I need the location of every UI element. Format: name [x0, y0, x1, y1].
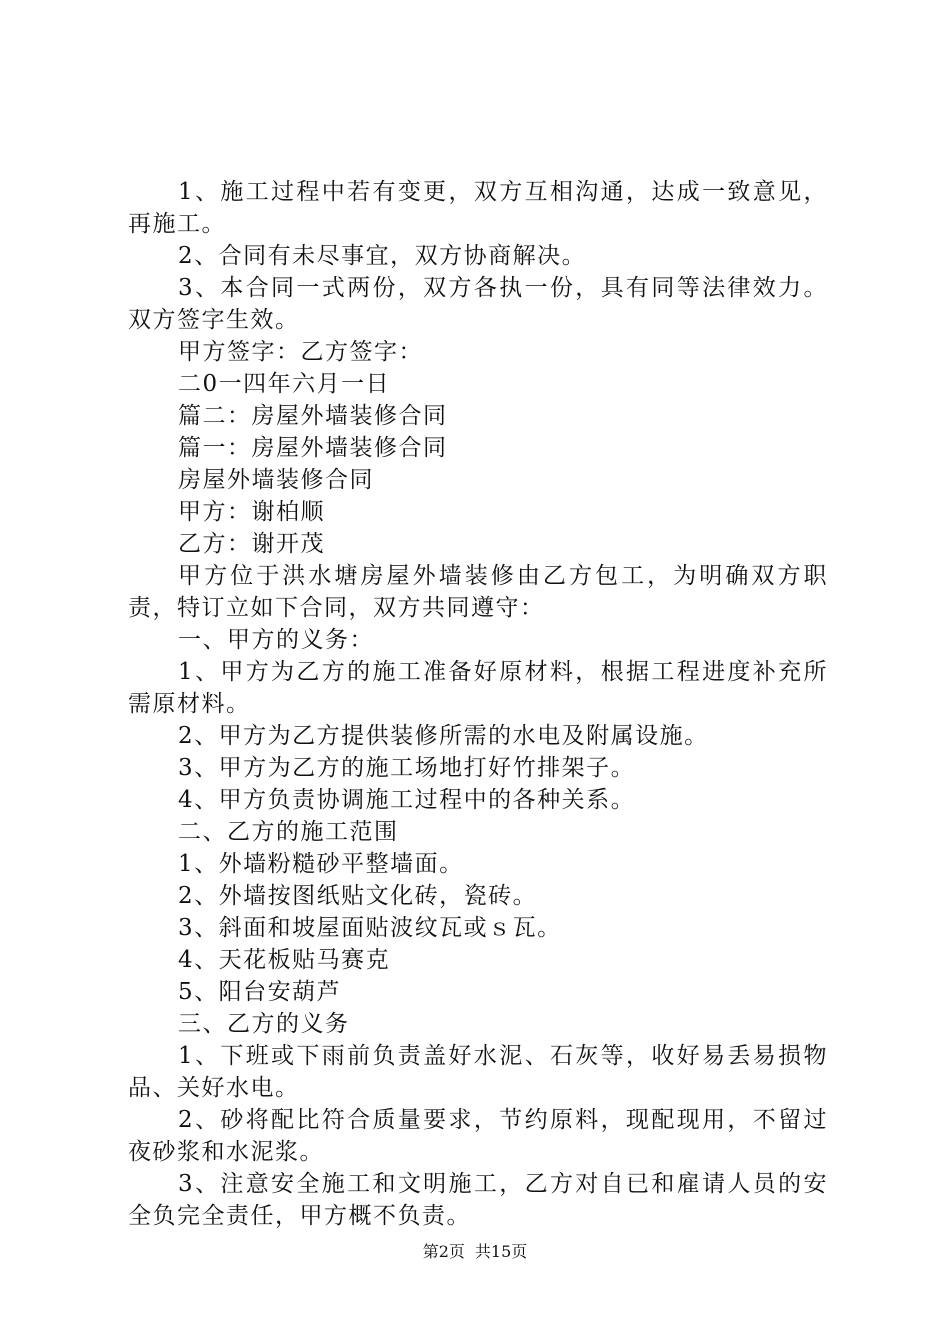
- paragraph: 篇一：房屋外墙装修合同: [178, 435, 448, 461]
- paragraph: 2、外墙按图纸贴文化砖，瓷砖。: [178, 883, 538, 909]
- paragraph: 2、合同有未尽事宜，双方协商解决。: [178, 243, 587, 269]
- paragraph: 二、乙方的施工范围: [178, 819, 399, 845]
- paragraph: 甲方位于洪水塘房屋外墙装修由乙方包工，为明确双方职责，特订立如下合同，双方共同遵守：: [128, 563, 828, 621]
- paragraph: 1、下班或下雨前负责盖好水泥、石灰等，收好易丢易损物品、关好水电。: [128, 1043, 828, 1101]
- paragraph: 3、注意安全施工和文明施工，乙方对自已和雇请人员的安全负完全责任，甲方概不负责。: [128, 1171, 828, 1229]
- paragraph: 2、甲方为乙方提供装修所需的水电及附属设施。: [178, 723, 709, 749]
- paragraph: 3、斜面和坡屋面贴波纹瓦或ｓ瓦。: [178, 915, 562, 941]
- paragraph: 3、甲方为乙方的施工场地打好竹排架子。: [178, 755, 636, 781]
- paragraph: 1、施工过程中若有变更，双方互相沟通，达成一致意见，再施工。: [128, 179, 828, 237]
- page-number: 第2页: [422, 1242, 465, 1261]
- paragraph: 1、外墙粉糙砂平整墙面。: [178, 851, 464, 877]
- paragraph: 房屋外墙装修合同: [178, 467, 374, 493]
- document-body: [128, 176, 828, 1232]
- paragraph: 篇二：房屋外墙装修合同: [178, 403, 448, 429]
- paragraph: 5、阳台安葫芦: [178, 979, 342, 1005]
- paragraph: 二0一四年六月一日: [178, 371, 391, 397]
- paragraph: 4、甲方负责协调施工过程中的各种关系。: [178, 787, 636, 813]
- paragraph: 乙方：谢开茂: [178, 531, 325, 557]
- page-footer: [0, 1241, 950, 1263]
- paragraph: 甲方签字：乙方签字：: [178, 339, 423, 365]
- page-total: 共15页: [474, 1242, 528, 1261]
- paragraph: 1、甲方为乙方的施工准备好原材料，根据工程进度补充所需原材料。: [128, 659, 828, 717]
- paragraph: 一、甲方的义务：: [178, 627, 374, 653]
- paragraph: 2、砂将配比符合质量要求，节约原料，现配现用，不留过夜砂浆和水泥浆。: [128, 1107, 828, 1165]
- paragraph: 3、本合同一式两份，双方各执一份，具有同等法律效力。双方签字生效。: [128, 275, 828, 333]
- paragraph: 三、乙方的义务: [178, 1011, 350, 1037]
- paragraph: 甲方：谢柏顺: [178, 499, 325, 525]
- paragraph: 4、天花板贴马赛克: [178, 947, 391, 973]
